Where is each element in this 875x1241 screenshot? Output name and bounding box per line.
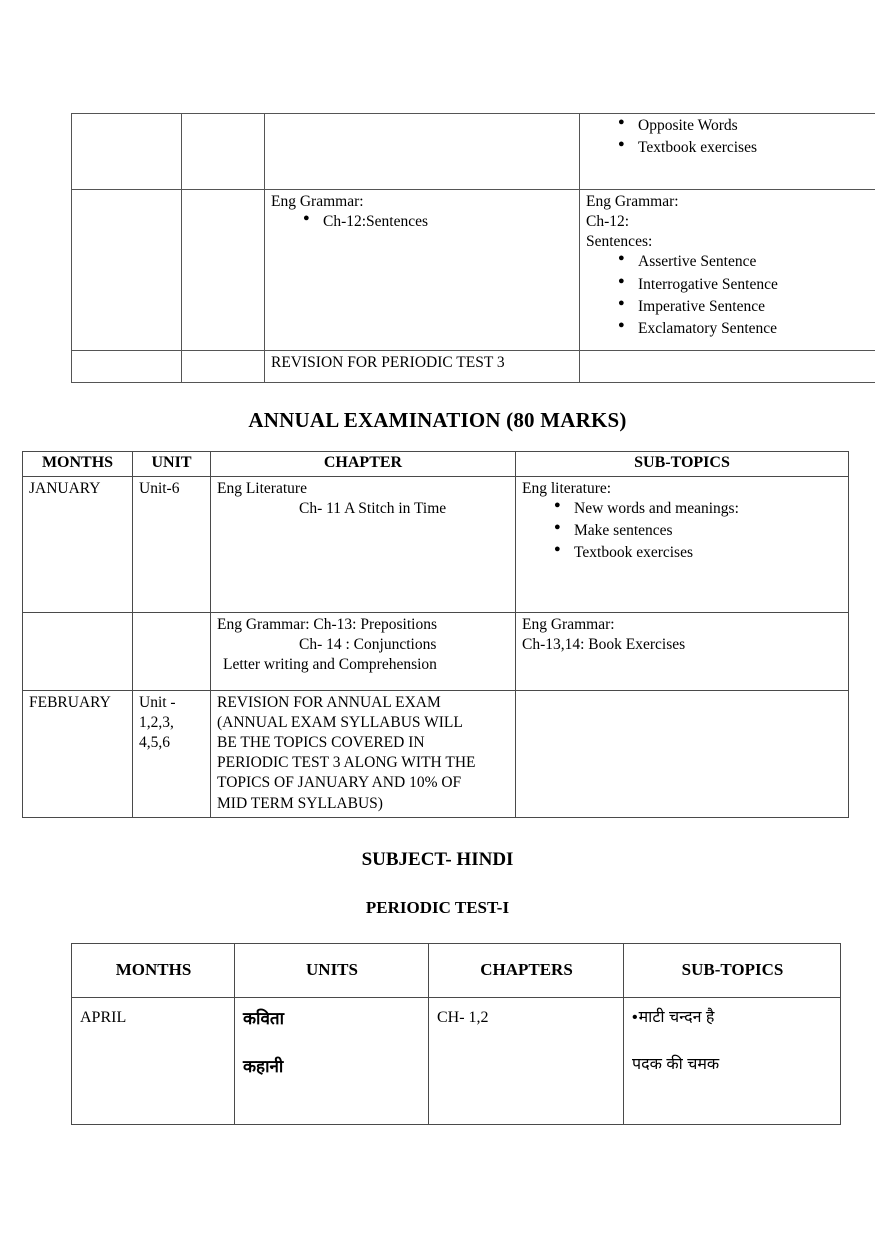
unit-line: कहानी: [243, 1057, 284, 1077]
list-item: ● Textbook exercises: [574, 543, 843, 563]
chapter-line: BE THE TOPICS COVERED IN: [217, 734, 425, 752]
cell-months: [72, 190, 182, 351]
subtopics-line: • माटी चन्दन है: [632, 1008, 832, 1029]
cell-unit: [133, 690, 211, 817]
subtopics-line: Ch-12:: [586, 213, 630, 231]
table-row: [23, 612, 849, 690]
cell-chapter: [265, 114, 580, 190]
chapter-line: (ANNUAL EXAM SYLLABUS WILL: [217, 713, 463, 731]
cell-chapter: [211, 690, 516, 817]
unit-line: Unit -: [139, 693, 176, 711]
subtopics-line: Eng Grammar:: [522, 615, 615, 633]
chapter-line: PERIODIC TEST 3 ALONG WITH THE: [217, 754, 476, 772]
table-row: [23, 690, 849, 817]
chapter-heading: Eng Grammar:: [271, 193, 364, 210]
table-periodic-test-3-continued: [71, 113, 875, 383]
table-row: [72, 114, 875, 190]
list-item: ● Opposite Words: [638, 116, 875, 136]
subtopics-line: पदक की चमक: [632, 1055, 720, 1073]
cell-units: [235, 998, 429, 1125]
list-item: ● Imperative Sentence: [638, 297, 875, 317]
cell-unit: Unit-6: [133, 476, 211, 612]
subtopics-bullet-list: [586, 252, 875, 339]
chapter-line: Ch- 11 A Stitch in Time: [299, 499, 447, 517]
chapter-line: Ch- 14 : Conjunctions: [299, 635, 437, 653]
cell-unit: [182, 114, 265, 190]
cell-chapters: CH- 1,2: [429, 998, 624, 1125]
table-hindi-periodic-test-1: [71, 943, 841, 1125]
cell-months: [72, 114, 182, 190]
list-item: ● Ch-12:Sentences: [323, 212, 574, 232]
column-header-chapter: CHAPTER: [211, 452, 516, 477]
table-row: [23, 476, 849, 612]
column-header-months: MONTHS: [72, 944, 235, 998]
list-item: ● Textbook exercises: [638, 138, 875, 158]
unit-line: कविता: [243, 1009, 285, 1028]
subtopics-bullet-list: [522, 499, 843, 563]
chapter-line: TOPICS OF JANUARY AND 10% OF: [217, 774, 462, 792]
column-header-months: MONTHS: [23, 452, 133, 477]
column-header-unit: UNIT: [133, 452, 211, 477]
cell-subtopics: [580, 190, 875, 351]
chapter-line: Letter writing and Comprehension: [223, 656, 437, 674]
table-row: [72, 351, 875, 383]
table-header-row: [23, 452, 849, 477]
chapter-line: Eng Literature: [217, 479, 307, 497]
heading-periodic-test-1: PERIODIC TEST-I: [365, 898, 510, 917]
list-item: ● Make sentences: [574, 521, 843, 541]
cell-months: [23, 612, 133, 690]
table-header-row: [72, 944, 841, 998]
table-annual-examination: [22, 451, 849, 818]
cell-chapter: [211, 612, 516, 690]
cell-unit: [182, 190, 265, 351]
unit-line: 4,5,6: [139, 734, 170, 752]
spacer: [243, 1030, 420, 1056]
unit-line: 1,2,3,: [139, 713, 174, 731]
spacer: [632, 1029, 832, 1055]
list-item: ● Interrogative Sentence: [638, 275, 875, 295]
cell-subtopics: [624, 998, 841, 1125]
cell-subtopics: [516, 612, 849, 690]
cell-subtopics: [580, 114, 875, 190]
cell-chapter: [211, 476, 516, 612]
heading-annual-examination: ANNUAL EXAMINATION (80 MARKS): [248, 408, 627, 432]
heading-subject-hindi: SUBJECT- HINDI: [361, 849, 514, 870]
cell-chapter: REVISION FOR PERIODIC TEST 3: [265, 351, 580, 383]
table-row: [72, 190, 875, 351]
cell-subtopics: [580, 351, 875, 383]
chapter-line: MID TERM SYLLABUS): [217, 794, 383, 812]
cell-unit: [133, 612, 211, 690]
table-row: [72, 998, 841, 1125]
cell-months: JANUARY: [23, 476, 133, 612]
cell-subtopics: [516, 690, 849, 817]
column-header-units: UNITS: [235, 944, 429, 998]
subtopics-line: Eng Grammar:: [586, 193, 679, 210]
column-header-subtopics: SUB-TOPICS: [516, 452, 849, 477]
subtopics-line: Sentences:: [586, 233, 653, 251]
cell-months: APRIL: [72, 998, 235, 1125]
cell-months: [72, 351, 182, 383]
subtopics-heading: Eng literature:: [522, 479, 612, 497]
chapter-line: REVISION FOR ANNUAL EXAM: [217, 693, 441, 711]
list-item: ● Exclamatory Sentence: [638, 319, 875, 339]
cell-unit: [182, 351, 265, 383]
chapter-line: Eng Grammar: Ch-13: Prepositions: [217, 615, 437, 633]
column-header-subtopics: SUB-TOPICS: [624, 944, 841, 998]
cell-months: FEBRUARY: [23, 690, 133, 817]
subtopics-bullet-list: [586, 116, 875, 158]
cell-subtopics: [516, 476, 849, 612]
column-header-chapters: CHAPTERS: [429, 944, 624, 998]
cell-chapter: [265, 190, 580, 351]
list-item: ● Assertive Sentence: [638, 252, 875, 272]
list-item: ● New words and meanings:: [574, 499, 843, 519]
chapter-bullet-list: [271, 212, 574, 232]
subtopics-line: Ch-13,14: Book Exercises: [522, 635, 686, 653]
